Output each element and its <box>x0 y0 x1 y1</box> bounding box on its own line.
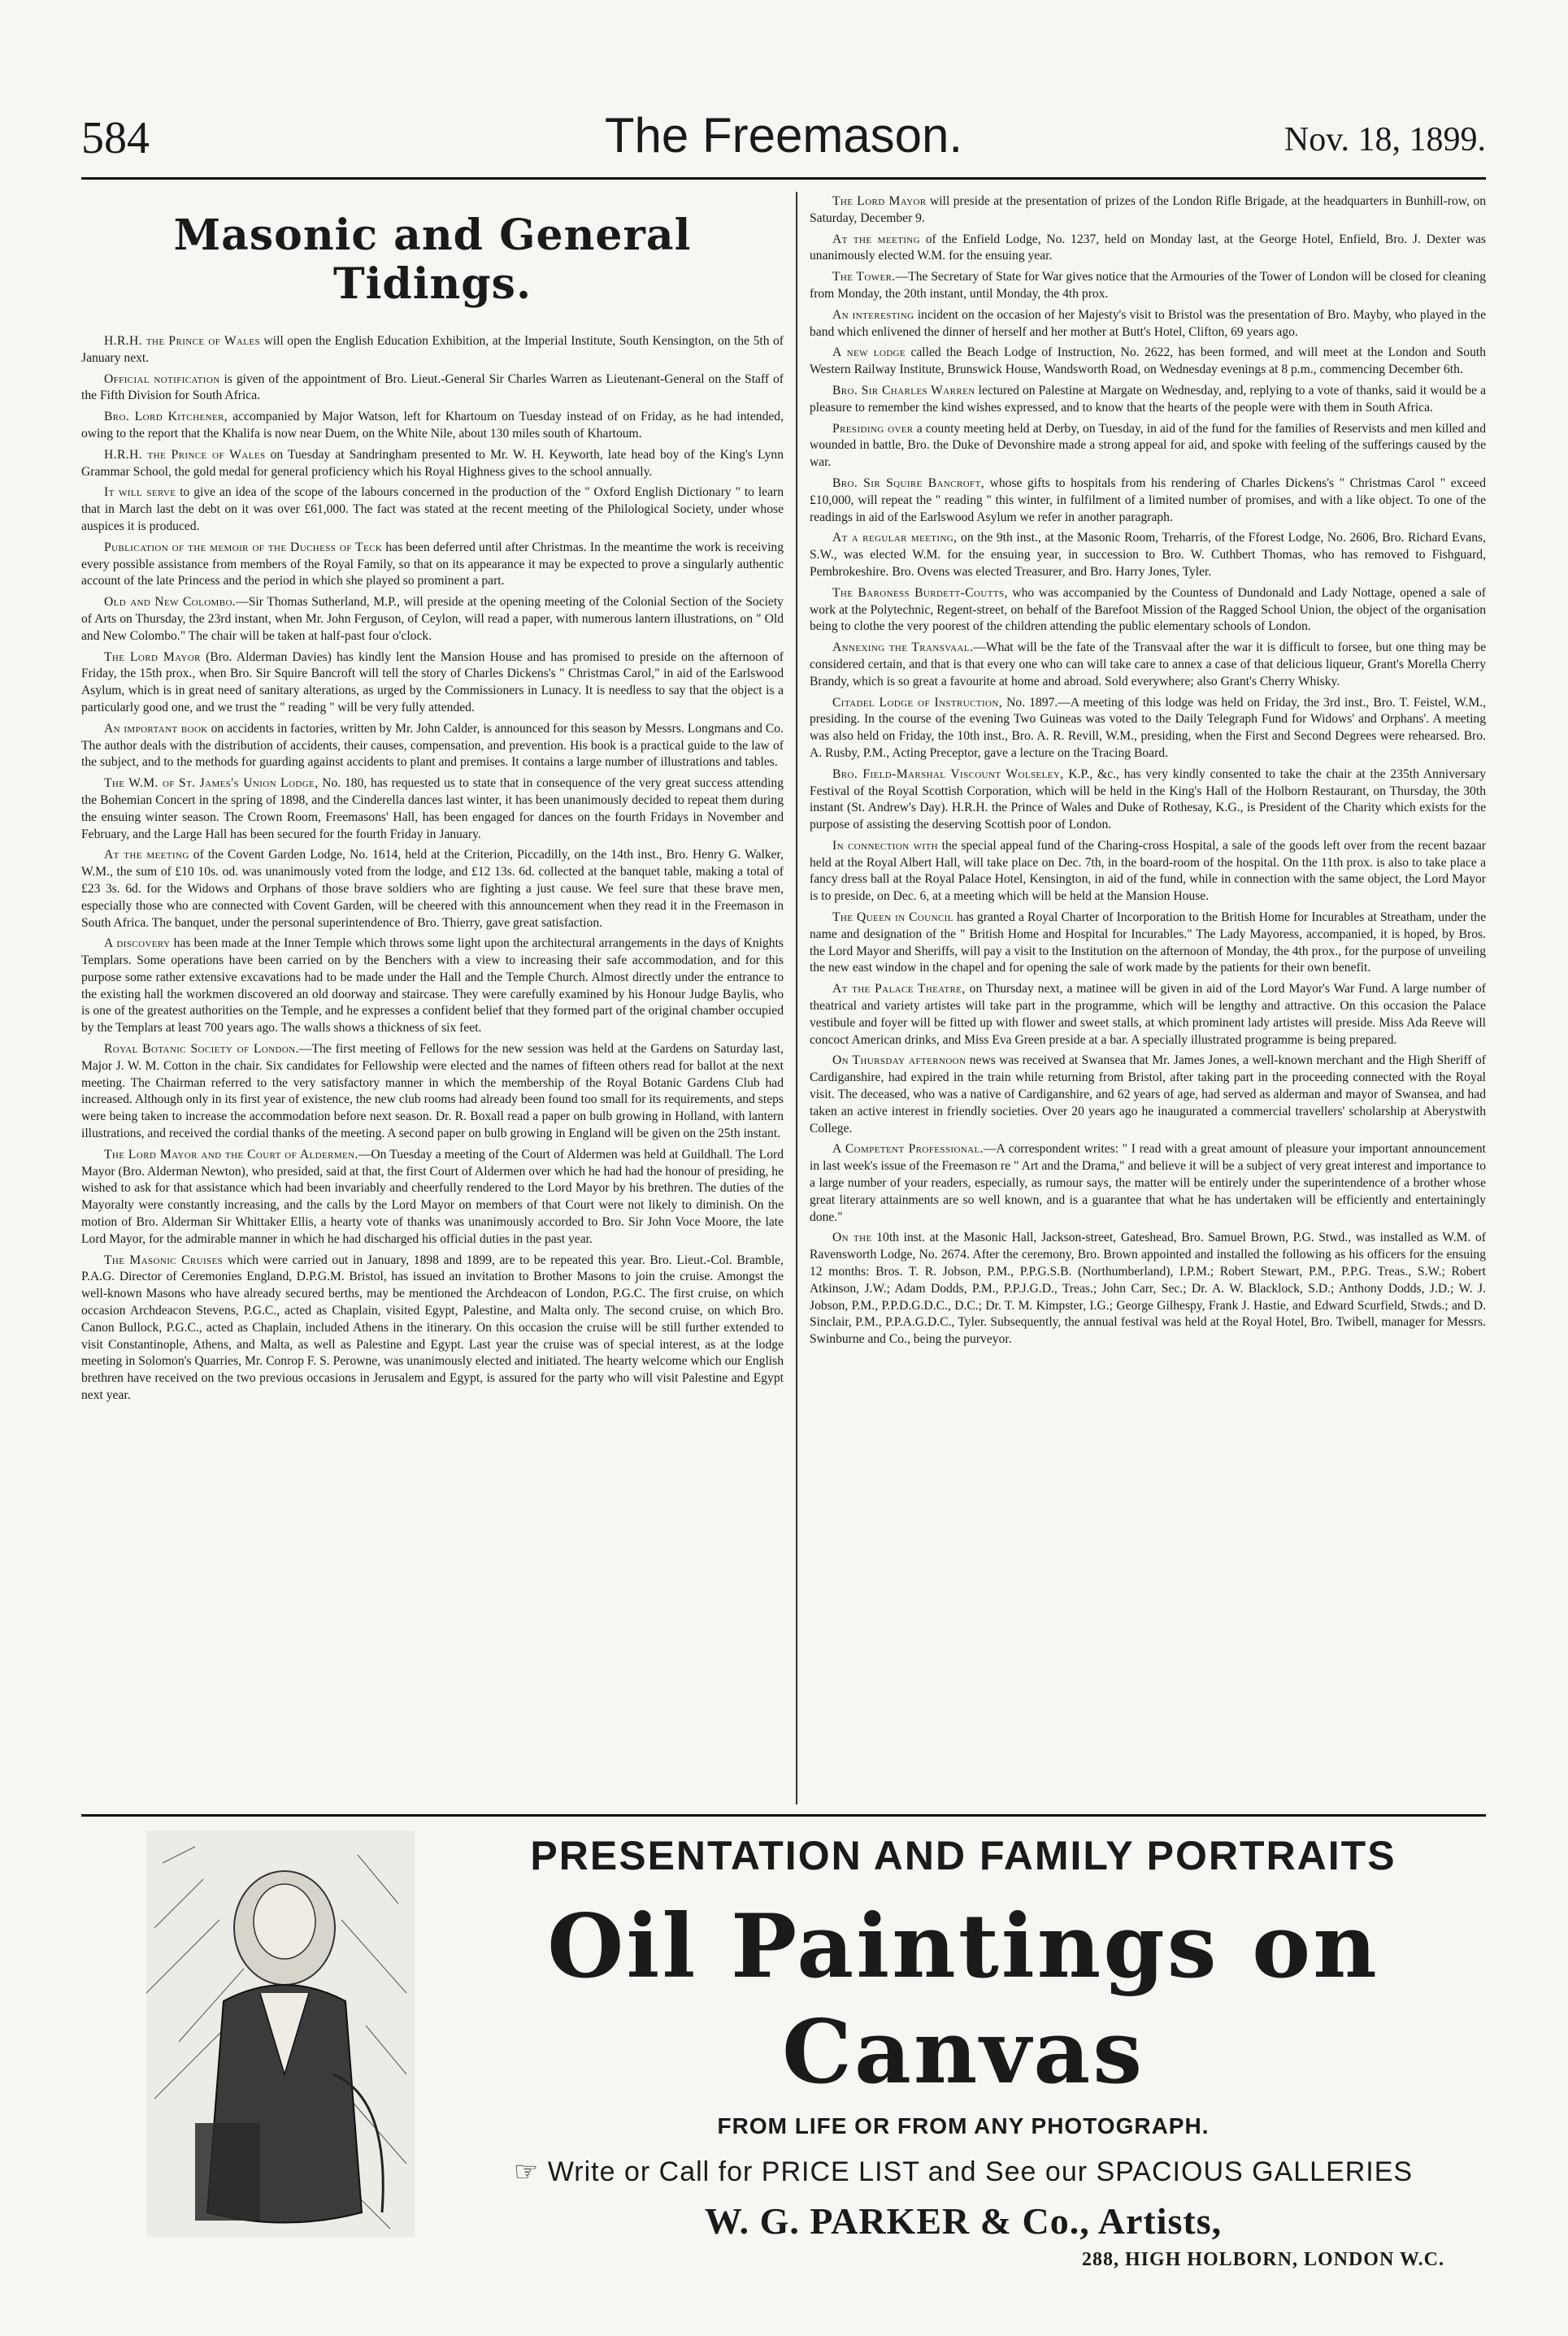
paragraph-text: of the Enfield Lodge, No. 1237, held on Monday last, at the George Hotel, Enfield, Bro. J. Dexter was unanimously elected W.M. for the ensuing year. <box>810 232 1486 263</box>
news-paragraph <box>81 540 784 590</box>
paragraph-text: whose gifts to hospitals from his rendering of Charles Dickens's " Christmas Carol " exceed £10,000, will repeat the " reading " this winter, in fulfilment of a limited number of promises, and with a like object. To one of the readings in aid of the Earlswood Asylum we refer in another paragraph. <box>810 475 1486 524</box>
news-paragraph <box>81 409 784 443</box>
news-paragraph <box>810 910 1486 977</box>
paragraph-lead: H.R.H. the Prince of Wales <box>104 447 266 462</box>
advertisement <box>435 1821 1492 2271</box>
right-column <box>810 193 1486 1803</box>
paragraph-text: has been deferred until after Christmas. In the meantime the work is receiving every possible assistance from members of the Royal Family, so that on its appearance it may be expected to prove a singularly authentic account of the late Princess and the period in which she played so prominent a part. <box>81 540 784 588</box>
news-paragraph <box>810 695 1486 762</box>
news-paragraph <box>810 1141 1486 1226</box>
news-paragraph <box>810 345 1486 379</box>
news-paragraph <box>810 1230 1486 1348</box>
paragraph-text: (Bro. Alderman Davies) has kindly lent the Mansion House and has promised to preside on the afternoon of Friday, the 15th prox., when Bro. Sir Squire Bancroft will tell the story of Charles Dickens's " Christmas Carol," in aid of the Earlswood Asylum, which is in great need of sanitary alterations, as urged by the Commissioners in Lunacy. It is needless to say that the object is a particularly good one, and we trust the " reading " will be very fully attended. <box>81 649 784 714</box>
ad-call-to-action-line <box>435 2156 1492 2188</box>
paragraph-text: called the Beach Lodge of Instruction, No. 2622, has been formed, and will meet at the London and South Western Railway Institute, Brunswick House, Wandsworth Road, on Wednesday evenings at 8 p.m., commencing December 6th. <box>810 345 1486 377</box>
paragraph-lead: Annexing the Transvaal. <box>832 640 974 655</box>
paragraph-text: will preside at the presentation of prizes of the London Rifle Brigade, at the headquarters in Bunhill-row, on Saturday, December 9. <box>810 194 1486 225</box>
news-paragraph <box>81 649 784 717</box>
news-paragraph <box>81 447 784 481</box>
paragraph-text: of the Covent Garden Lodge, No. 1614, held at the Criterion, Piccadilly, on the 14th inst., Bro. Henry G. Walker, W.M., the sum of £10 10s. od. was unanimously voted from the lodge, and £12 13s. 6d. collected at the banquet table, making a total of £23 3s. 6d. for the Widows and Orphans of those brave soldiers who are fighting a just cause. We feel sure that these brave men, especially those who are connected with Covent Garden, will be cheered with this announcement when they read it in the Freemason in South Africa. The banquet, under the personal superintendence of Bro. Thierry, gave great satisfaction. <box>81 848 784 930</box>
paragraph-text: —On Tuesday a meeting of the Court of Aldermen was held at Guildhall. The Lord Mayor (Bro. Alderman Newton), who presided, said at that, the first Court of Aldermen over which he had had the honour of presiding, he wished to ask for that assistance which had been invariably and cheerfully rendered to the Lord Mayor by his brethren. The duties of the Mayoralty were constantly increasing, and the calls by the Lord Mayor on members of that Court were not likely to diminish. On the motion of Bro. Alderman Sir Whittaker Ellis, a hearty vote of thanks was unanimously accorded to Bro. Sir John Voce Moore, the late Lord Mayor, for the admirable manner in which he had discharged his official duties in the past year. <box>81 1147 784 1246</box>
paragraph-text: 10th inst. at the Masonic Hall, Jackson-street, Gateshead, Bro. Samuel Brown, P.G. Stwd., was installed as W.M. of Ravensworth Lodge, No. 2674. After the ceremony, Bro. Brown appointed and installed the following as his officers for the ensuing 12 months: Bros. T. R. Jobson, P.M., P.P.G.S.B. (Northumberland), I.P.M.; Robert Stewart, P.M., P.P.G. Treas., S.W.; Robert Atkinson, J.W.; Adam Dodds, P.M., P.P.J.G.D., Treas.; John Carr, Sec.; Dr. A. W. Blacklock, S.D.; Anthony Dodds, J.D.; W. J. Jobson, P.M., P.P.D.G.D.C., D.C.; Dr. T. M. Kimpster, I.G.; George Gilhespy, Frank J. Hastie, and Edward Scurfield, Stwds.; and D. Sinclair, P.M., P.P.A.G.D.C., Tyler. Subsequently, the annual festival was held at the Royal Hotel, Bro. Twibell, manager for Messrs. Swinburne and Co., being the purveyor. <box>810 1231 1486 1347</box>
paragraph-text: on the 9th inst., at the Masonic Room, Treharris, of the Fforest Lodge, No. 2606, Bro. Richard Evans, S.W., was elected W.M. for the ensuing year, in succession to Bro. W. Cuthbert Thomas, who has removed to Fishguard, Pembrokeshire. Bro. Ovens was elected Treasurer, and Bro. Harry Jones, Tyler. <box>810 531 1486 579</box>
paragraph-text: No. 1897.—A meeting of this lodge was held on Friday, the 3rd inst., Bro. T. Feistel, W.M., presiding. In the course of the evening Two Guineas was voted to the Daily Telegraph Fund for Widows' and Orphans'. A meeting was also held on Friday, the 10th inst., Bro. A. R. Revill, W.M., presiding, when the First and Second Degrees were rehearsed. Bro. A. Rusby, P.M., Acting Preceptor, gave a lecture on the Tracing Board. <box>810 695 1486 760</box>
news-paragraph <box>810 640 1486 690</box>
news-paragraph <box>810 383 1486 417</box>
ad-headline: PRESENTATION AND FAMILY PORTRAITS <box>530 1833 1396 1878</box>
paragraph-text: has been made at the Inner Temple which throws some light upon the architectural arrangements in the days of Knights Templars. Some operations have been carried on by the Benchers with a view to increasing their safe accommodation, and for this purpose some rather extensive excavations had to be made under the Hall and the Temple Church. Almost directly under the entrance to the existing hall the workmen discovered an old doorway and staircase. They were carefully examined by his Honour Judge Baylis, who is one of the greatest authorities on the Temple, and he expresses a confident belief that they formed part of the original chamber occupied by the Templars at least 700 years ago. The walls shows a thickness of six feet. <box>81 936 784 1036</box>
paragraph-text: lectured on Palestine at Margate on Wednesday, and, replying to a vote of thanks, said it would be a pleasure to remember the kind wishes expressed, and to know that the hearts of the people were with them in South Africa. <box>810 383 1486 415</box>
paragraph-lead: The Masonic Cruises <box>104 1253 224 1267</box>
news-paragraph <box>81 333 784 367</box>
paragraph-text: which were carried out in January, 1898 and 1899, are to be repeated this year. Bro. Lieut.-Col. Bramble, P.A.G. Director of Ceremonies England, D.P.G.M. Bristol, has issued an invitation to Brother Masons to join the cruise. Amongst the well-known Masons who have already secured berths, may be mentioned the Archdeacon of London, P.G.C. The first cruise, on which occasion Archdeacon Stevens, P.G.C., acted as Chaplain, visited Egypt, Palestine, and Malta only. The second cruise, on which Bro. Canon Bullock, P.G.C., acted as Chaplain, included Athens in the itinerary. On this occasion the cruise will be still further extended to visit Constantinople, Athens, and Malta, as well as Palestine and Egypt. Last year the cruise was of special interest, as at the lodge meeting in Solomon's Quarries, Mr. Conrop F. S. Perowne, was unanimously elected and initiated. The hearty welcome which our English brethren have received on the two previous occasions in Jerusalem and Egypt, is assured for the party who will visit Palestine and Egypt next year. <box>81 1253 784 1403</box>
paragraph-lead: On the <box>832 1231 872 1245</box>
paragraph-lead: Citadel Lodge of Instruction, <box>832 695 1003 710</box>
paragraph-lead: Old and New Colombo. <box>104 595 237 610</box>
column-rule <box>796 192 797 1804</box>
news-paragraph <box>81 1253 784 1405</box>
news-paragraph <box>81 847 784 931</box>
paragraph-text: K.P., &c., has very kindly consented to take the chair at the 235th Anniversary Festival of the Royal Scottish Corporation, which will be held in the King's Hall of the Holborn Restaurant, on Thursday, the 30th instant (St. Andrew's Day). H.R.H. the Prince of Wales and Duke of Rothesay, K.G., is President of the Charity which exists for the purpose of assisting the deserving Scottish poor of London. <box>810 766 1486 832</box>
ad-subtitle: FROM LIFE OR FROM ANY PHOTOGRAPH. <box>717 2113 1210 2138</box>
issue-date: Nov. 18, 1899. <box>1284 121 1486 158</box>
paragraph-lead: H.R.H. the Prince of Wales <box>104 334 261 348</box>
news-paragraph <box>810 269 1486 303</box>
paragraph-text: —A correspondent writes: " I read with a great amount of pleasure your important announcement in last week's issue of the Freemason re " Art and the Drama," and believe it will be a subject of very great interest and importance to a large number of your readers, especially, as rumour says, the matter will be entirely under the superintendence of a brother whose great literary attainments are so well known, and is a guarantee that what he has undertaken will be efficiently and entertainingly done." <box>810 1142 1486 1224</box>
news-paragraph <box>81 594 784 645</box>
left-column <box>81 193 784 1803</box>
paragraph-lead: Presiding over <box>832 421 914 436</box>
paragraph-lead: An important book <box>104 721 208 736</box>
news-paragraph <box>81 721 784 771</box>
paragraph-text: who was accompanied by the Countess of Dundonald and Lady Nottage, opened a sale of work at the Polytechnic, Regent-street, on behalf of the Barefoot Mission of the Ragged School Union, the object of the organisation being to clothe the very poorest of the children attending the public elementary schools of London. <box>810 585 1486 634</box>
paragraph-lead: At the meeting <box>832 232 920 246</box>
paragraph-lead: At the Palace Theatre, <box>832 982 966 996</box>
paragraph-text: —The first meeting of Fellows for the new session was held at the Gardens on Saturday last, Major J. W. M. Cotton in the chair. Six candidates for Fellowship were elected and the names of fifteen others read for ballot at the next meeting. The Chairman referred to the very satisfactory manner in which the membership of the Royal Botanic Gardens Club had increased. Although only in its first year of existence, the new club rooms had already been found too small for its requirements, and steps were being taken to increase the accommodation before next season. Dr. R. Boxall read a paper on bulb growing in Holland, with lantern illustrations, and received the cordial thanks of the meeting. A second paper on bulb growing in England will be given on the 25th instant. <box>81 1042 784 1141</box>
paragraph-lead: The Lord Mayor <box>832 194 927 208</box>
paragraph-lead: It will serve <box>104 485 176 500</box>
ad-address: 288, HIGH HOLBORN, LONDON W.C. <box>1081 2249 1444 2270</box>
news-paragraph <box>810 766 1486 834</box>
paragraph-lead: The Baroness Burdett-Coutts, <box>832 585 1008 600</box>
page-number: 584 <box>81 113 150 163</box>
paragraph-text: to give an idea of the scope of the labours concerned in the production of the " Oxford English Dictionary " to learn that in March last the debt on it was over £61,000. The fact was stated at the recent meeting of the Philological Society, under whose auspices it is produced. <box>81 485 784 533</box>
news-paragraph <box>81 1041 784 1143</box>
paragraph-lead: Bro. Field-Marshal Viscount Wolseley, <box>832 766 1064 781</box>
paper-title: The Freemason. <box>604 108 963 163</box>
paragraph-lead: At a regular meeting, <box>832 531 958 545</box>
news-paragraph <box>81 484 784 535</box>
paragraph-lead: The W.M. of St. James's Union Lodge, <box>104 776 319 791</box>
masthead <box>81 104 1486 180</box>
news-paragraph <box>810 307 1486 341</box>
news-paragraph <box>810 1053 1486 1137</box>
portrait-illustration <box>146 1830 415 2237</box>
paragraph-lead: On Thursday afternoon <box>832 1053 966 1068</box>
paragraph-text: —Sir Thomas Sutherland, M.P., will preside at the opening meeting of the Colonial Section of the Society of Arts on Thursday, the 23rd instant, when Mr. John Ferguson, of Ceylon, will read a paper, with numerous lantern illustrations, on " Old and New Colombo." The chair will be taken at half-past four o'clock. <box>81 595 784 643</box>
paragraph-text: incident on the occasion of her Majesty's visit to Bristol was the presentation of Bro. Mayby, who played in the band which enlivened the dinner of herself and her mother at Butt's Hotel, Clifton, 69 years ago. <box>810 307 1486 339</box>
news-paragraph <box>810 421 1486 471</box>
news-paragraph <box>810 530 1486 580</box>
paragraph-text: accompanied by Major Watson, left for Khartoum on Tuesday instead of on Friday, as he had intended, owing to the report that the Khalifa is now near Duem, on the White Nile, about 130 miles south of Khartoum. <box>81 410 784 441</box>
paragraph-text: is given of the appointment of Bro. Lieut.-General Sir Charles Warren as Lieutenant-General on the Staff of the Fifth Division for South Africa. <box>81 371 784 403</box>
paragraph-lead: An interesting <box>832 307 914 322</box>
news-paragraph <box>810 193 1486 228</box>
ad-title: Oil Paintings on Canvas <box>547 1895 1379 2104</box>
advertisement-divider <box>81 1814 1486 1817</box>
paragraph-lead: A new lodge <box>832 345 906 360</box>
paragraph-text: a county meeting held at Derby, on Tuesday, in aid of the fund for the families of Reservists and men killed and wounded in battle, Bro. the Duke of Devonshire made a strong appeal for aid, and spoke with feeling of the sufferings caused by the war. <box>810 421 1486 470</box>
news-paragraph <box>81 775 784 843</box>
paragraph-lead: The Lord Mayor and the Court of Aldermen. <box>104 1147 358 1161</box>
news-paragraph <box>810 232 1486 266</box>
section-heading: Masonic and General Tidings. <box>173 211 692 309</box>
paragraph-text: the special appeal fund of the Charing-cross Hospital, a sale of the goods left over from the recent bazaar held at the Royal Albert Hall, will take place on Dec. 7th, in the board-room of the hospital. On the 11th prox. is also to take place a fancy dress ball at the Royal Palace Hotel, Kensington, in aid of the fund, while in connection with the same object, the Lord Mayor is to preside, on Dec. 6, at a meeting which will be held at the Mansion House. <box>810 838 1486 904</box>
paragraph-lead: Bro. Sir Charles Warren <box>832 383 975 397</box>
pointing-hand-icon: ☞ <box>513 2156 540 2187</box>
news-paragraph <box>81 371 784 406</box>
paragraph-lead: Publication of the memoir of the Duchess of Teck <box>104 540 383 554</box>
news-paragraph <box>810 475 1486 526</box>
paragraph-text: —The Secretary of State for War gives notice that the Armouries of the Tower of London will be closed for cleaning from Monday, the 20th instant, until Monday, the 4th prox. <box>810 270 1486 301</box>
news-paragraph <box>810 585 1486 636</box>
paragraph-lead: The Lord Mayor <box>104 649 201 664</box>
paragraph-text: on Thursday next, a matinee will be given in aid of the Lord Mayor's War Fund. A large number of theatrical and variety artistes will take part in the programme, which will be lengthy and attractive. On this occasion the Palace vestibule and foyer will be fitted up with flower and sweet stalls, at which prominent lady artistes will preside. Miss Ada Reeve will concoct American drinks, and Miss Eva Green preside at a bar. A specially illustrated programme is being prepared. <box>810 982 1486 1047</box>
paragraph-text: No. 180, has requested us to state that in consequence of the very great success attending the Bohemian Concert in the spring of 1898, and the Cinderella dances last winter, it has been unanimously decided to repeat them during the ensuing winter season. The Crown Room, Freemasons' Hall, has been engaged for dances on the fourth Fridays in November and February, and the Large Hall has been secured for the fourth Friday in January. <box>81 776 784 841</box>
paragraph-lead: Royal Botanic Society of London. <box>104 1042 299 1057</box>
news-paragraph <box>810 981 1486 1049</box>
news-paragraph <box>81 1147 784 1248</box>
paragraph-lead: A discovery <box>104 936 171 951</box>
paragraph-text: will open the English Education Exhibition, at the Imperial Institute, South Kensington, on the 5th of January next. <box>81 334 784 365</box>
paragraph-lead: In connection with <box>832 838 938 853</box>
paragraph-lead: The Tower. <box>832 270 896 284</box>
news-paragraph <box>810 838 1486 905</box>
ad-firm-name: W. G. PARKER & Co., Artists, <box>704 2200 1223 2242</box>
paragraph-text: news was received at Swansea that Mr. James Jones, a well-known merchant and the High Sheriff of Cardiganshire, had expired in the train while returning from Bristol, after taking part in the proceeding connected with the Royal visit. The deceased, who was a native of Cardiganshire, and 62 years of age, had served as alderman and mayor of Swansea, and had taken an active interest in friendly societies. Over 20 years ago he inaugurated a commercial travellers' scholarship at Aberystwith College. <box>810 1053 1486 1135</box>
paragraph-lead: Official notification <box>104 371 220 386</box>
ad-call-to-action: Write or Call for PRICE LIST and See our SPACIOUS GALLERIES <box>547 2156 1414 2187</box>
paragraph-lead: Bro. Sir Squire Bancroft, <box>832 475 984 490</box>
paragraph-text: has granted a Royal Charter of Incorporation to the British Home for Incurables at Streatham, under the name and designation of the " British Home and Hospital for Incurables." The Lady Mayoress, accompanied, it is hoped, by Bros. the Lord Mayor and Sheriffs, will pay a visit to the Institution on the afternoon of Monday, the 4th prox., for the purpose of unveiling the new east window in the chapel and for opening the sale of work made by the patients for their own benefit. <box>810 910 1486 975</box>
news-paragraph <box>81 936 784 1037</box>
paragraph-text: on accidents in factories, written by Mr. John Calder, is announced for this season by Messrs. Longmans and Co. The author deals with the distribution of accidents, their causes, compensation, and prevention. His book is a practical guide to the law of the subject, and to the methods for guarding against accidents to plant and premises. It contains a large number of illustrations and tables. <box>81 721 784 770</box>
paragraph-lead: Bro. Lord Kitchener, <box>104 410 228 424</box>
paragraph-lead: The Queen in Council <box>832 910 953 925</box>
paragraph-lead: At the meeting <box>104 848 189 862</box>
paragraph-text: —What will be the fate of the Transvaal after the war it is difficult to forsee, but one thing may be considered certain, and that is that every one who can will take care to annex a case of that delicious liqueur, Grant's Morella Cherry Brandy, which is so great a favourite at home and abroad. Sold everywhere; also Grant's Cherry Whisky. <box>810 640 1486 688</box>
paragraph-lead: A Competent Professional. <box>832 1142 984 1157</box>
paragraph-text: on Tuesday at Sandringham presented to Mr. W. H. Keyworth, late head boy of the King's Lynn Grammar School, the gold medal for general proficiency which his Royal Highness gives to the school annually. <box>81 447 784 479</box>
